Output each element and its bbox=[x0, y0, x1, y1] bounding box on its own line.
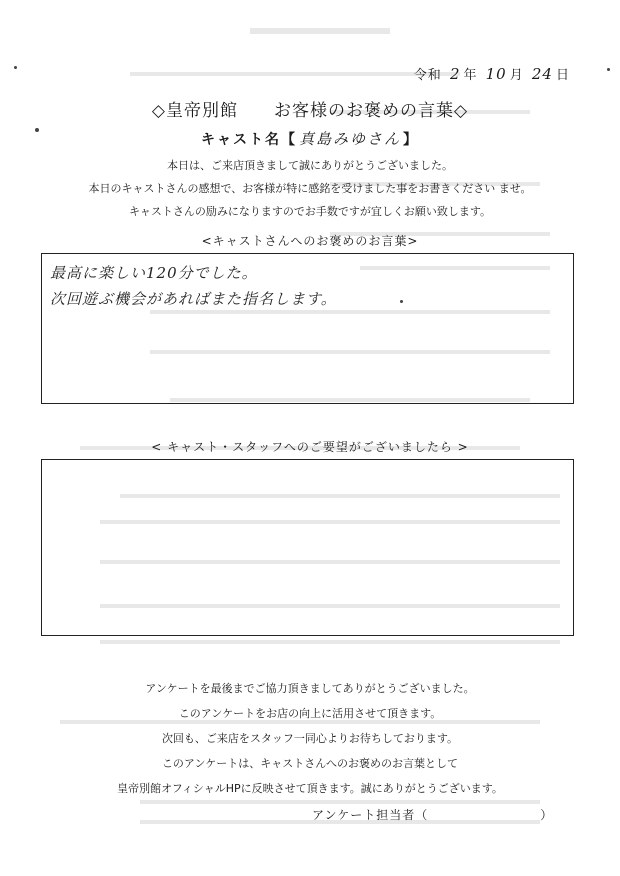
date-month: 10 bbox=[485, 65, 507, 83]
survey-staff-field[interactable] bbox=[312, 806, 553, 823]
intro-line: 本日は、ご来店頂きまして誠にありがとうございました。 bbox=[167, 159, 453, 172]
specks bbox=[607, 68, 610, 71]
date bbox=[414, 64, 570, 83]
date-day-unit: 日 bbox=[555, 68, 570, 83]
date-month-unit: 月 bbox=[509, 68, 524, 83]
intro-line: 本日のキャストさんの感想で、お客様が特に感銘を受けました事をお書きください ませ。 bbox=[88, 182, 532, 195]
date-day: 24 bbox=[531, 65, 553, 83]
closing-line: 皇帝別館オフィシャルHPに反映させて頂きます。誠にありがとうございます。 bbox=[117, 782, 503, 795]
page-title: ◇皇帝別館 お客様のお褒めの言葉◇ bbox=[151, 101, 469, 121]
date-year-unit: 年 bbox=[463, 68, 478, 83]
cast-name: 真島みゆさん bbox=[298, 130, 401, 148]
closing-line: このアンケートは、キャストさんへのお褒めのお言葉として bbox=[161, 757, 459, 770]
intro-line: キャストさんの励みになりますのでお手数ですが宜しくお願い致します。 bbox=[128, 205, 492, 218]
specks bbox=[14, 66, 17, 69]
praise-line: 最高に楽しい120分でした。 bbox=[50, 264, 258, 282]
closing-text bbox=[0, 676, 620, 801]
closing-line: このアンケートをお店の向上に活用させて頂きます。 bbox=[178, 707, 442, 720]
closing-line: 次回も、ご来店をスタッフ一同心よりお待ちしております。 bbox=[161, 732, 459, 745]
request-box[interactable] bbox=[41, 459, 574, 636]
date-year: 2 bbox=[449, 65, 461, 83]
praise-section-title: <キャストさんへのお褒めのお言葉> bbox=[201, 234, 419, 248]
praise-line: 次回遊ぶ機会があればまた指名します。 bbox=[50, 290, 337, 308]
staff-close-paren: ） bbox=[540, 808, 554, 822]
request-section-title: < キャスト・スタッフへのご要望がございましたら > bbox=[151, 440, 469, 454]
cast-name-line bbox=[0, 128, 620, 149]
cast-label-prefix: キャスト名【 bbox=[200, 132, 297, 148]
closing-line: アンケートを最後までご協力頂きましてありがとうございました。 bbox=[145, 682, 475, 695]
intro-text bbox=[0, 154, 620, 223]
cast-label-suffix: 】 bbox=[403, 132, 419, 148]
date-era: 令和 bbox=[413, 68, 442, 83]
staff-label: アンケート担当者（ bbox=[312, 808, 429, 822]
